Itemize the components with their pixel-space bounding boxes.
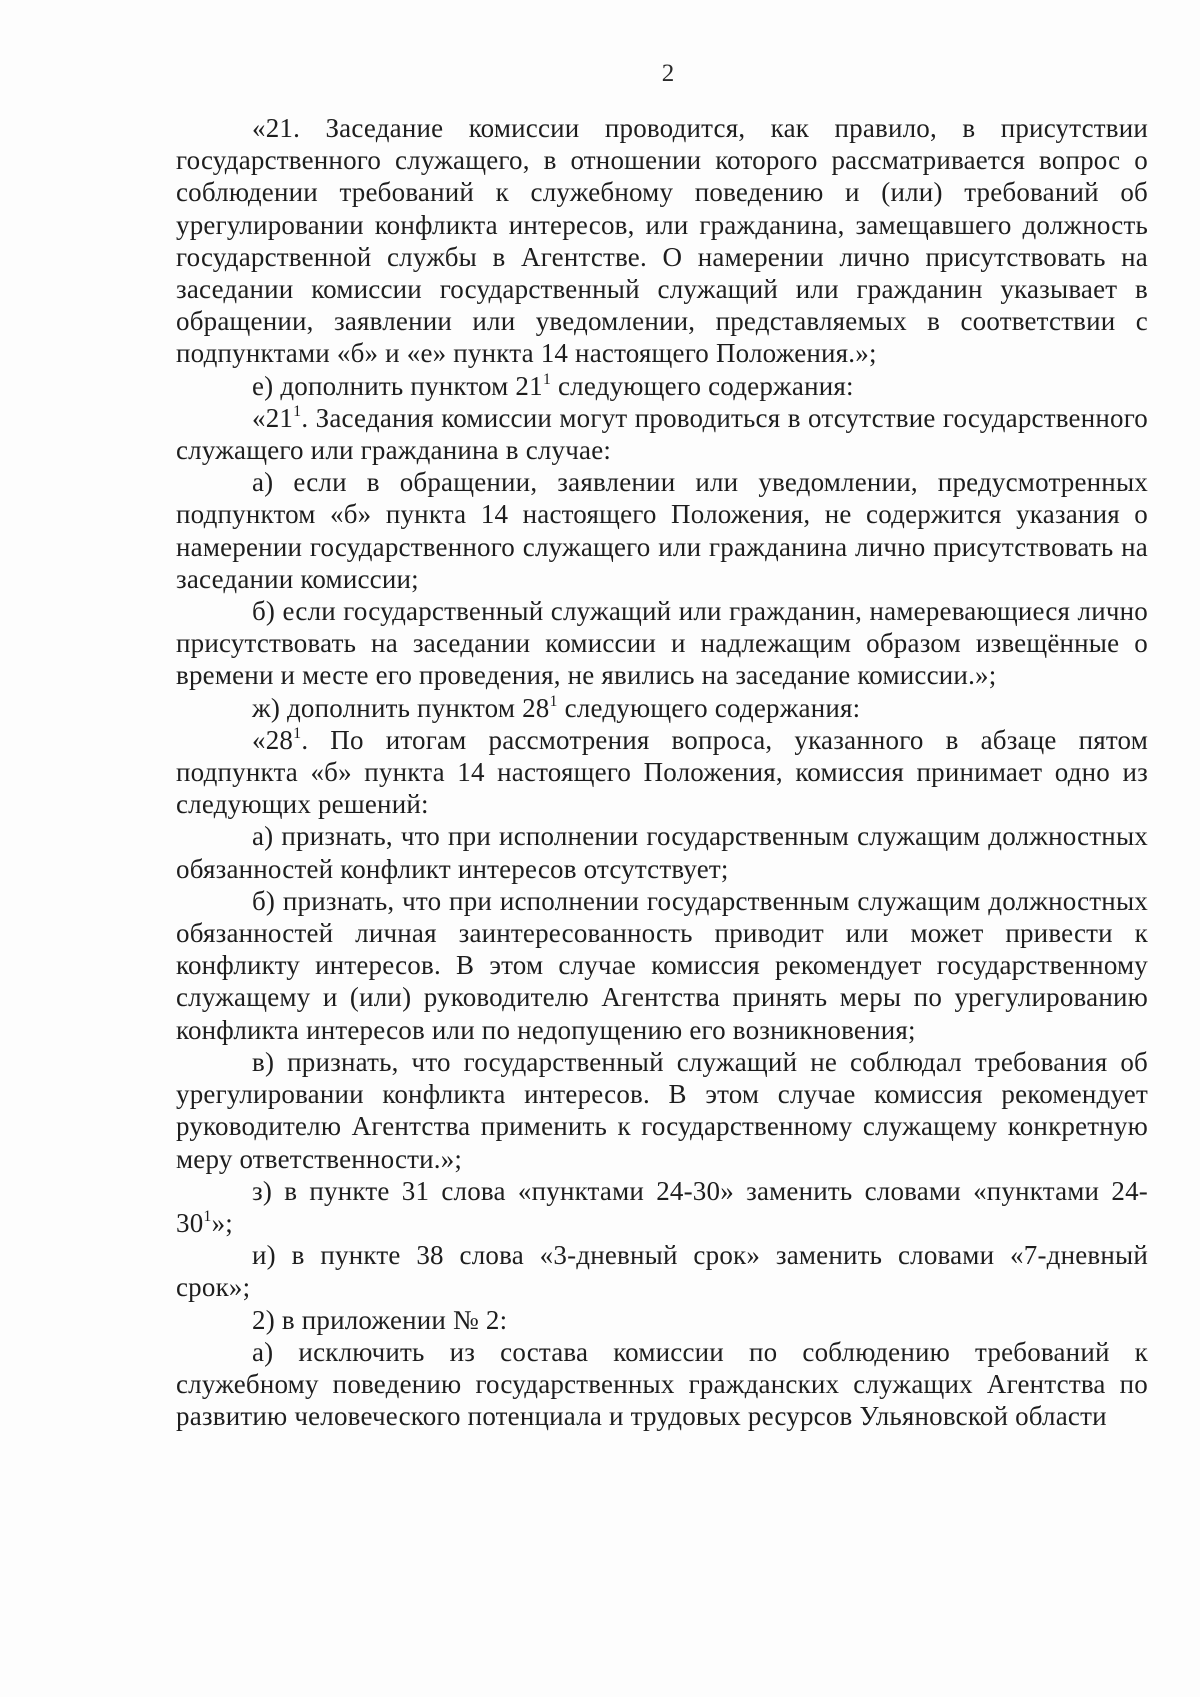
paragraph-z <box>176 1175 1148 1239</box>
paragraph-28-1 <box>176 724 1148 821</box>
paragraph-21-1-b: б) если государственный служащий или гражданин, намеревающиеся лично присутствовать на заседании комиссии и надлежащим образом извещённые о времени и месте его проведения, не явились на заседание комиссии.»; <box>176 596 1148 691</box>
superscript: 1 <box>203 1207 212 1225</box>
text-run: »; <box>211 1207 234 1238</box>
paragraph-21-1-a: а) если в обращении, заявлении или уведомлении, предусмотренных подпунктом «б» пункта 14 настоящего Положения, не содержится указания о намерении государственного служащего или гражданина лично присутствовать на заседании комиссии; <box>176 467 1148 594</box>
superscript: 1 <box>542 370 552 388</box>
page-number: 2 <box>661 60 675 87</box>
text-run: з) в пункте 31 слова «пунктами 24-30» заменить словами «пунктами 24-30 <box>176 1175 1148 1238</box>
paragraph-zh <box>176 692 1148 724</box>
paragraph-28-1-b: б) признать, что при исполнении государственным служащим должностных обязанностей личная заинтересованность приводит или может привести к конфликту интересов. В этом случае комиссия рекомендует государственному служащему и (или) руководителю Агентства принять меры по урегулированию конфликта интересов или по недопущению его возникновения; <box>176 885 1148 1045</box>
document-body <box>176 112 1148 1432</box>
paragraph-21: «21. Заседание комиссии проводится, как правило, в присутствии государственного служащего, в отношении которого рассматривается вопрос о соблюдении требований к служебному поведению и (или) требований об урегулировании конфликта интересов, или гражданина, замещавшего должность государственной службы в Агентстве. О намерении лично присутствовать на заседании комиссии государственный служащий или гражданин указывает в обращении, заявлении или уведомлении, представляемых в соответствии с подпунктами «б» и «е» пункта 14 настоящего Положения.»; <box>176 113 1148 369</box>
text-run: «21 <box>252 402 294 433</box>
paragraph-i: и) в пункте 38 слова «3-дневный срок» заменить словами «7-дневный срок»; <box>176 1240 1148 1303</box>
paragraph-28-1-a: а) признать, что при исполнении государственным служащим должностных обязанностей конфликт интересов отсутствует; <box>176 821 1148 884</box>
paragraph-2-a: а) исключить из состава комиссии по соблюдению требований к служебному поведению государственных гражданских служащих Агентства по развитию человеческого потенциала и трудовых ресурсов Ульяновской области <box>176 1336 1148 1432</box>
superscript: 1 <box>549 692 558 710</box>
text-run: . По итогам рассмотрения вопроса, указанного в абзаце пятом подпункта «б» пункта 14 настоящего Положения, комиссия принимает одно из следующих решений: <box>176 724 1148 820</box>
paragraph-2: 2) в приложении № 2: <box>252 1304 508 1335</box>
text-run: следующего содержания: <box>557 692 861 723</box>
text-run: . Заседания комиссии могут проводиться в отсутствие государственного служащего или гражданина в случае: <box>176 402 1148 466</box>
text-run: следующего содержания: <box>551 370 854 401</box>
superscript: 1 <box>293 724 302 742</box>
paragraph-e <box>176 370 1148 402</box>
paragraph-21-1 <box>176 402 1148 466</box>
paragraph-28-1-v: в) признать, что государственный служащий не соблюдал требования об урегулировании конфликта интересов. В этом случае комиссия рекомендует руководителю Агентства применить к государственному служащему конкретную меру ответственности.»; <box>176 1046 1148 1174</box>
text-run: «28 <box>252 724 294 755</box>
superscript: 1 <box>293 402 302 420</box>
text-run: ж) дополнить пунктом 28 <box>252 692 550 723</box>
text-run: е) дополнить пунктом 21 <box>252 370 543 401</box>
